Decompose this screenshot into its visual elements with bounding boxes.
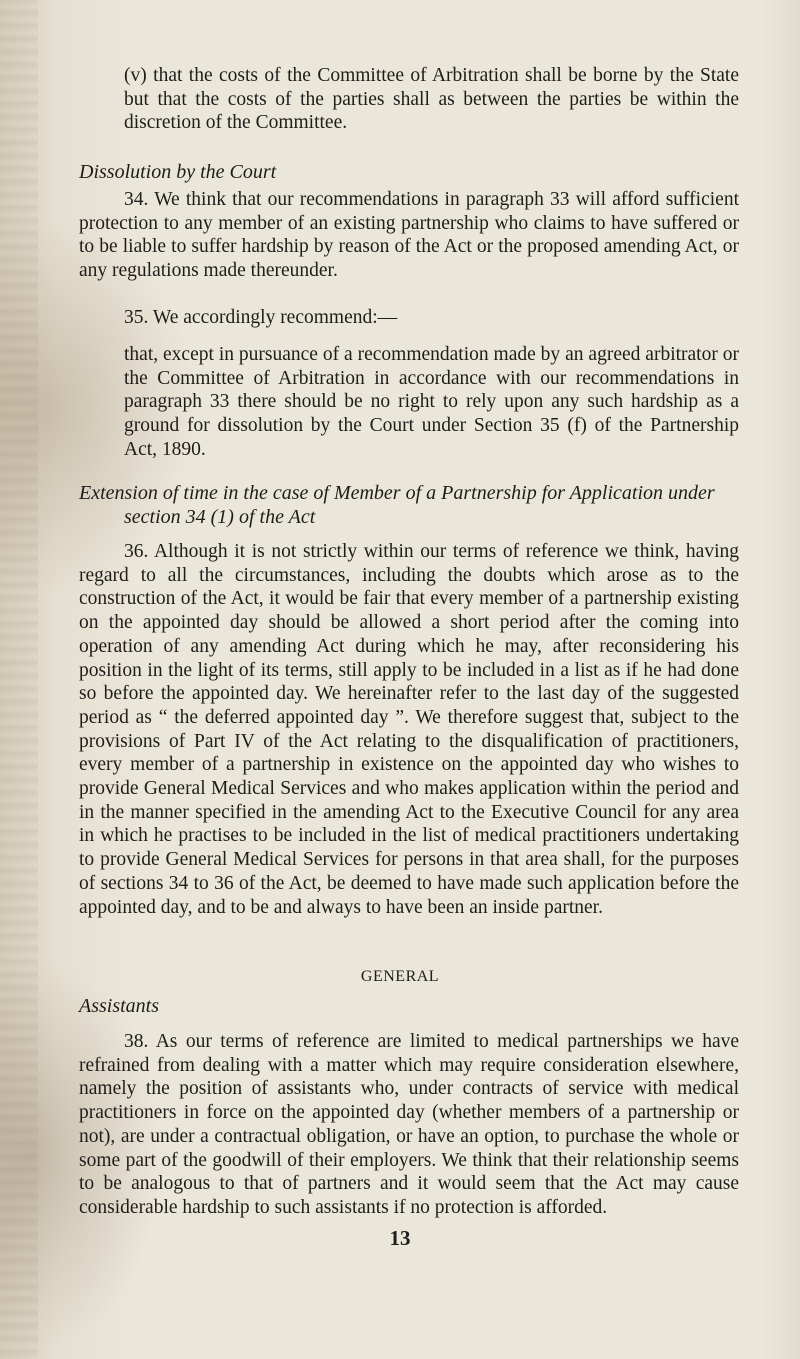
- page-number: 13: [389, 1226, 411, 1250]
- heading-extension: [79, 481, 744, 529]
- paragraph-38: 38. As our terms of reference are limited to medical partnerships we have refrained from dealing with a matter which may require consideration elsewhere, namely the position of assistants who, under contracts of service with medical practitioners in force on the appointed day (whether members of a partnership or not), are under a contractual obligation, or have an option, to purchase the whole or some part of the goodwill of their employers. We think that their relationship seems to be analogous to that of partners and it would seem that the Act may cause considerable hardship to such assistants if no protection is afforded.: [79, 1031, 739, 1218]
- page-edge-shadow: [0, 0, 38, 1359]
- heading-dissolution: Dissolution by the Court: [79, 161, 277, 183]
- heading-assistants: Assistants: [79, 995, 160, 1017]
- heading-extension-text: Extension of time in the case of Member of a Partnership for Application under section 34 (1) of the Act: [79, 482, 715, 528]
- paragraph-35-body: that, except in pursuance of a recommendation made by an agreed arbitrator or the Committee of Arbitration in accordance with our recommendations in paragraph 33 there should be no right to rely upon any such hardship as a ground for dissolution by the Court under Section 35 (f) of the Partnership Act, 1890.: [124, 344, 739, 460]
- paragraph-34: 34. We think that our recommendations in paragraph 33 will afford sufficient protection to any member of an existing partnership who claims to have suffered or to be liable to suffer hardship by reason of the Act or the proposed amending Act, or any regulations made thereunder.: [79, 189, 739, 282]
- heading-general: GENERAL: [360, 968, 440, 985]
- paragraph-36: 36. Although it is not strictly within our terms of reference we think, having regard to all the circumstances, including the doubts which arose as to the construction of the Act, it would be fair that every member of a partnership existing on the appointed day should be allowed a short period after the coming into operation of any amending Act during which he may, after reconsidering his position in the light of its terms, still apply to be included in a list as if he had done so before the appointed day. We hereinafter refer to the last day of the suggested period as “ the deferred appointed day ”. We therefore suggest that, subject to the provisions of Part IV of the Act relating to the disqualification of practitioners, every member of a partnership in existence on the appointed day who wishes to provide General Medical Services and who makes application within the period and in the manner specified in the amending Act to the Executive Council for any area in which he practises to be included in the list of medical practitioners undertaking to provide General Medical Services for persons in that area shall, for the purposes of sections 34 to 36 of the Act, be deemed to have made such application before the appointed day, and to be and always to have been an inside partner.: [79, 541, 739, 918]
- clause-v: (v) that the costs of the Committee of Arbitration shall be borne by the State but that the costs of the parties shall as between the parties be within the discretion of the Committee.: [124, 65, 739, 134]
- paragraph-35-intro: 35. We accordingly recommend:—: [124, 307, 398, 328]
